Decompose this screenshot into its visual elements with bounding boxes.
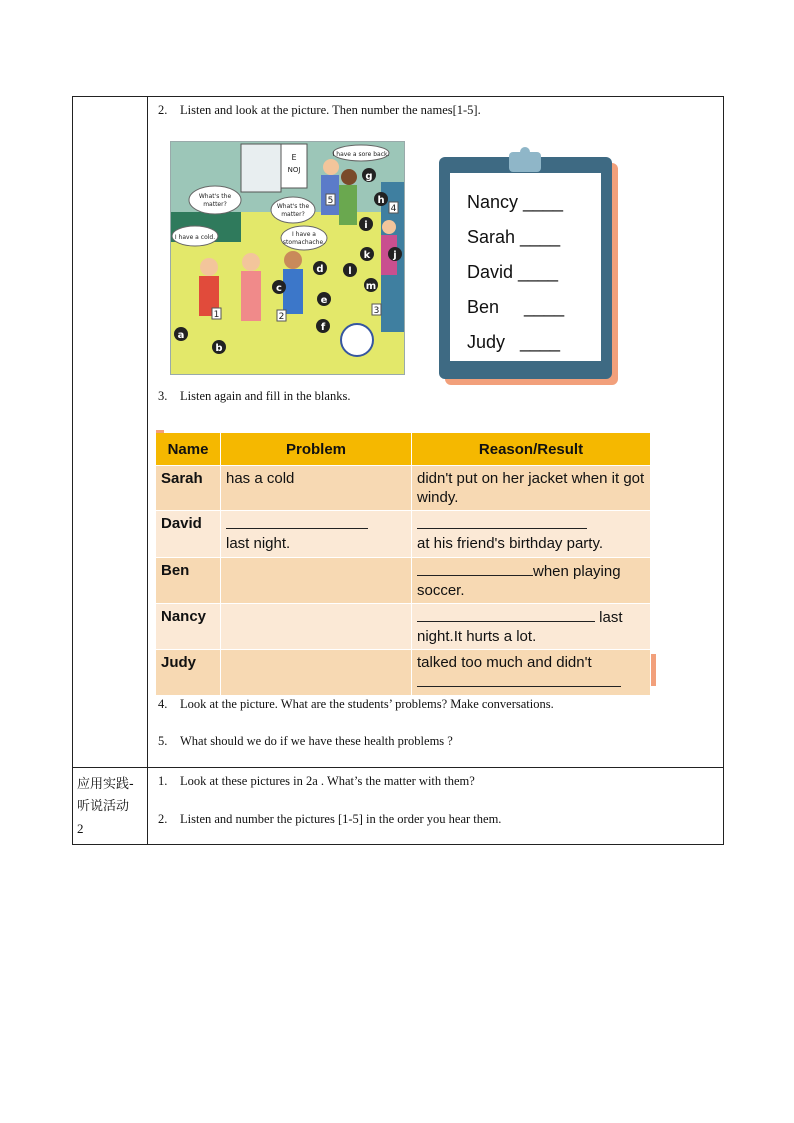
- svg-text:1: 1: [213, 310, 220, 320]
- table-row: [156, 604, 651, 650]
- svg-text:stomachache.: stomachache.: [282, 239, 326, 246]
- fill-in-table: [156, 433, 651, 695]
- svg-text:I have a sore back.: I have a sore back.: [332, 151, 390, 158]
- clipboard-name: Sarah ____: [467, 227, 561, 247]
- row-label: [73, 97, 148, 767]
- cell-reason: when playing soccer.: [412, 558, 651, 604]
- svg-text:NOJ: NOJ: [287, 166, 301, 174]
- svg-text:4: 4: [390, 204, 397, 214]
- lesson-row-2: [73, 768, 723, 844]
- question-4: 4. Look at the picture. What are the students’ problems? Make conversations.: [158, 697, 554, 711]
- question-2: 2. Listen and look at the picture. Then number the names[1-5].: [158, 103, 481, 117]
- cell-problem: last night.: [221, 511, 412, 558]
- svg-text:a: a: [177, 330, 185, 341]
- table-header-row: [156, 433, 651, 466]
- svg-text:g: g: [365, 171, 373, 182]
- cell-problem[interactable]: [221, 558, 412, 604]
- question-1: 1. Look at these pictures in 2a . What’s the matter with them?: [158, 774, 475, 788]
- svg-text:I have a: I have a: [292, 231, 316, 238]
- bubble-1: What's the: [198, 193, 232, 200]
- cell-reason: talked too much and didn't: [412, 650, 651, 696]
- answer-blank[interactable]: [417, 672, 621, 687]
- svg-text:c: c: [276, 283, 282, 294]
- svg-text:E: E: [291, 153, 297, 162]
- svg-text:j: j: [393, 250, 397, 261]
- cell-reason: last night.It hurts a lot.: [412, 604, 651, 650]
- clipboard-name: Nancy ____: [467, 192, 564, 212]
- svg-text:b: b: [215, 343, 223, 354]
- lesson-row-1: [73, 97, 723, 768]
- svg-text:matter?: matter?: [203, 201, 227, 208]
- svg-text:i: i: [364, 220, 368, 231]
- svg-text:d: d: [316, 264, 324, 275]
- row-content: [148, 97, 723, 767]
- table-row: [156, 466, 651, 511]
- svg-text:What's the: What's the: [276, 203, 310, 210]
- svg-text:l: l: [348, 266, 352, 277]
- cell-name: Judy: [156, 650, 221, 696]
- svg-text:h: h: [377, 195, 385, 206]
- row-label: 应用实践- 听说活动 2: [73, 768, 148, 844]
- question-3: 3. Listen again and fill in the blanks.: [158, 389, 351, 403]
- cell-problem[interactable]: [221, 650, 412, 696]
- clipboard-name: Ben ____: [467, 297, 565, 317]
- clipboard-name: David ____: [467, 262, 559, 282]
- answer-blank[interactable]: [417, 607, 595, 622]
- clipboard-name-list: [439, 157, 612, 379]
- svg-text:I have a cold.: I have a cold.: [174, 234, 216, 241]
- svg-text:2: 2: [278, 312, 285, 322]
- header-problem: Problem: [221, 433, 412, 466]
- clipboard-clamp: [509, 152, 541, 172]
- row-content: [148, 768, 723, 844]
- header-reason: Reason/Result: [412, 433, 651, 466]
- svg-text:f: f: [320, 322, 326, 333]
- question-5: 5. What should we do if we have these health problems ?: [158, 734, 453, 748]
- answer-blank[interactable]: [417, 514, 587, 529]
- table-row: [156, 650, 651, 696]
- clipboard-name: Judy ____: [467, 332, 561, 352]
- clinic-scene-picture: [170, 141, 405, 375]
- svg-text:3: 3: [373, 306, 380, 316]
- cell-reason: at his friend's birthday party.: [412, 511, 651, 558]
- svg-text:k: k: [363, 250, 371, 261]
- question-2b: 2. Listen and number the pictures [1-5] in the order you hear them.: [158, 812, 502, 826]
- answer-blank[interactable]: [417, 561, 533, 576]
- cell-problem: has a cold: [221, 466, 412, 511]
- svg-text:m: m: [365, 281, 377, 292]
- table-row: [156, 558, 651, 604]
- cell-reason: didn't put on her jacket when it got windy.: [412, 466, 651, 511]
- answer-blank[interactable]: [226, 514, 368, 529]
- cell-name: David: [156, 511, 221, 558]
- header-name: Name: [156, 433, 221, 466]
- svg-text:e: e: [320, 295, 328, 306]
- cell-name: Sarah: [156, 466, 221, 511]
- cell-name: Ben: [156, 558, 221, 604]
- clinic-scene-illustration: [171, 142, 404, 374]
- cell-name: Nancy: [156, 604, 221, 650]
- lesson-table: [72, 96, 724, 845]
- svg-text:matter?: matter?: [281, 211, 305, 218]
- table-row: [156, 511, 651, 558]
- cell-problem[interactable]: [221, 604, 412, 650]
- svg-text:5: 5: [327, 196, 334, 206]
